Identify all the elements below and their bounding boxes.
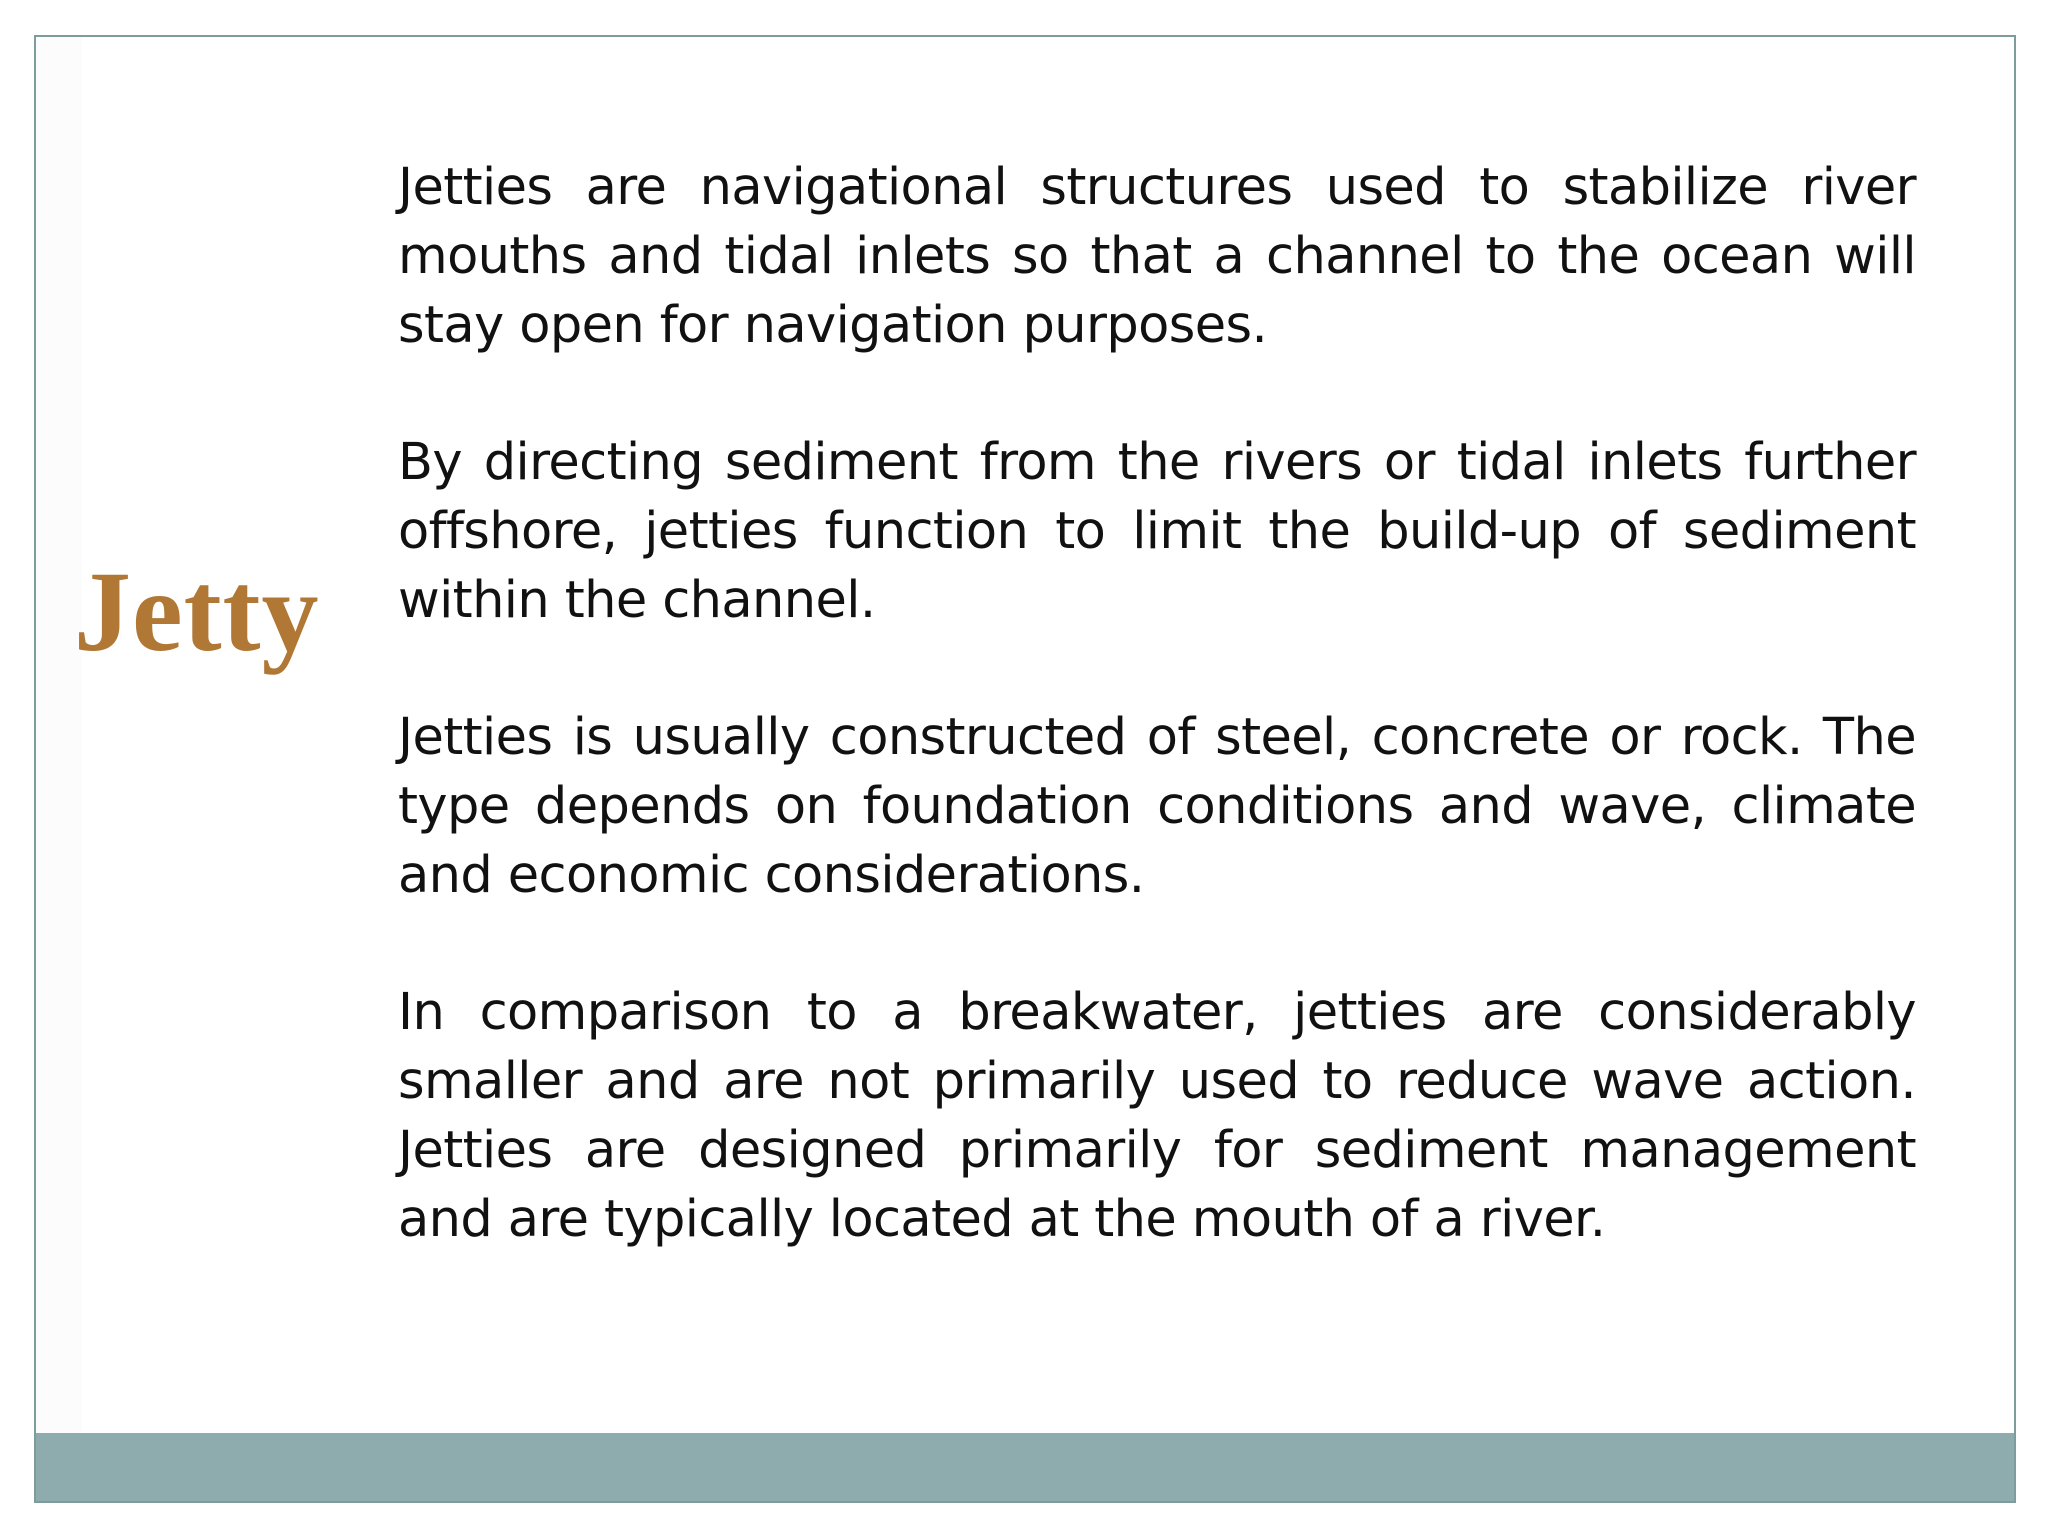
paragraph-3: Jetties is usually constructed of steel, concrete or rock. The type depends on foundation conditions and wave, climate and economic considerations.	[398, 708, 1916, 905]
slide-body	[398, 153, 1916, 1254]
side-panel	[36, 37, 82, 1437]
slide-frame	[34, 35, 2016, 1503]
footer-band	[36, 1433, 2014, 1501]
slide-title: Jetty	[74, 548, 320, 675]
paragraph-2: By directing sediment from the rivers or tidal inlets further offshore, jetties function to limit the build-up of sediment within the channel.	[398, 433, 1916, 630]
paragraph-4: In comparison to a breakwater, jetties are considerably smaller and are not primarily used to reduce wave action. Jetties are designed primarily for sediment management and are typically located at the mouth of a river.	[398, 983, 1916, 1249]
paragraph-1: Jetties are navigational structures used to stabilize river mouths and tidal inlets so that a channel to the ocean will stay open for navigation purposes.	[398, 158, 1916, 355]
